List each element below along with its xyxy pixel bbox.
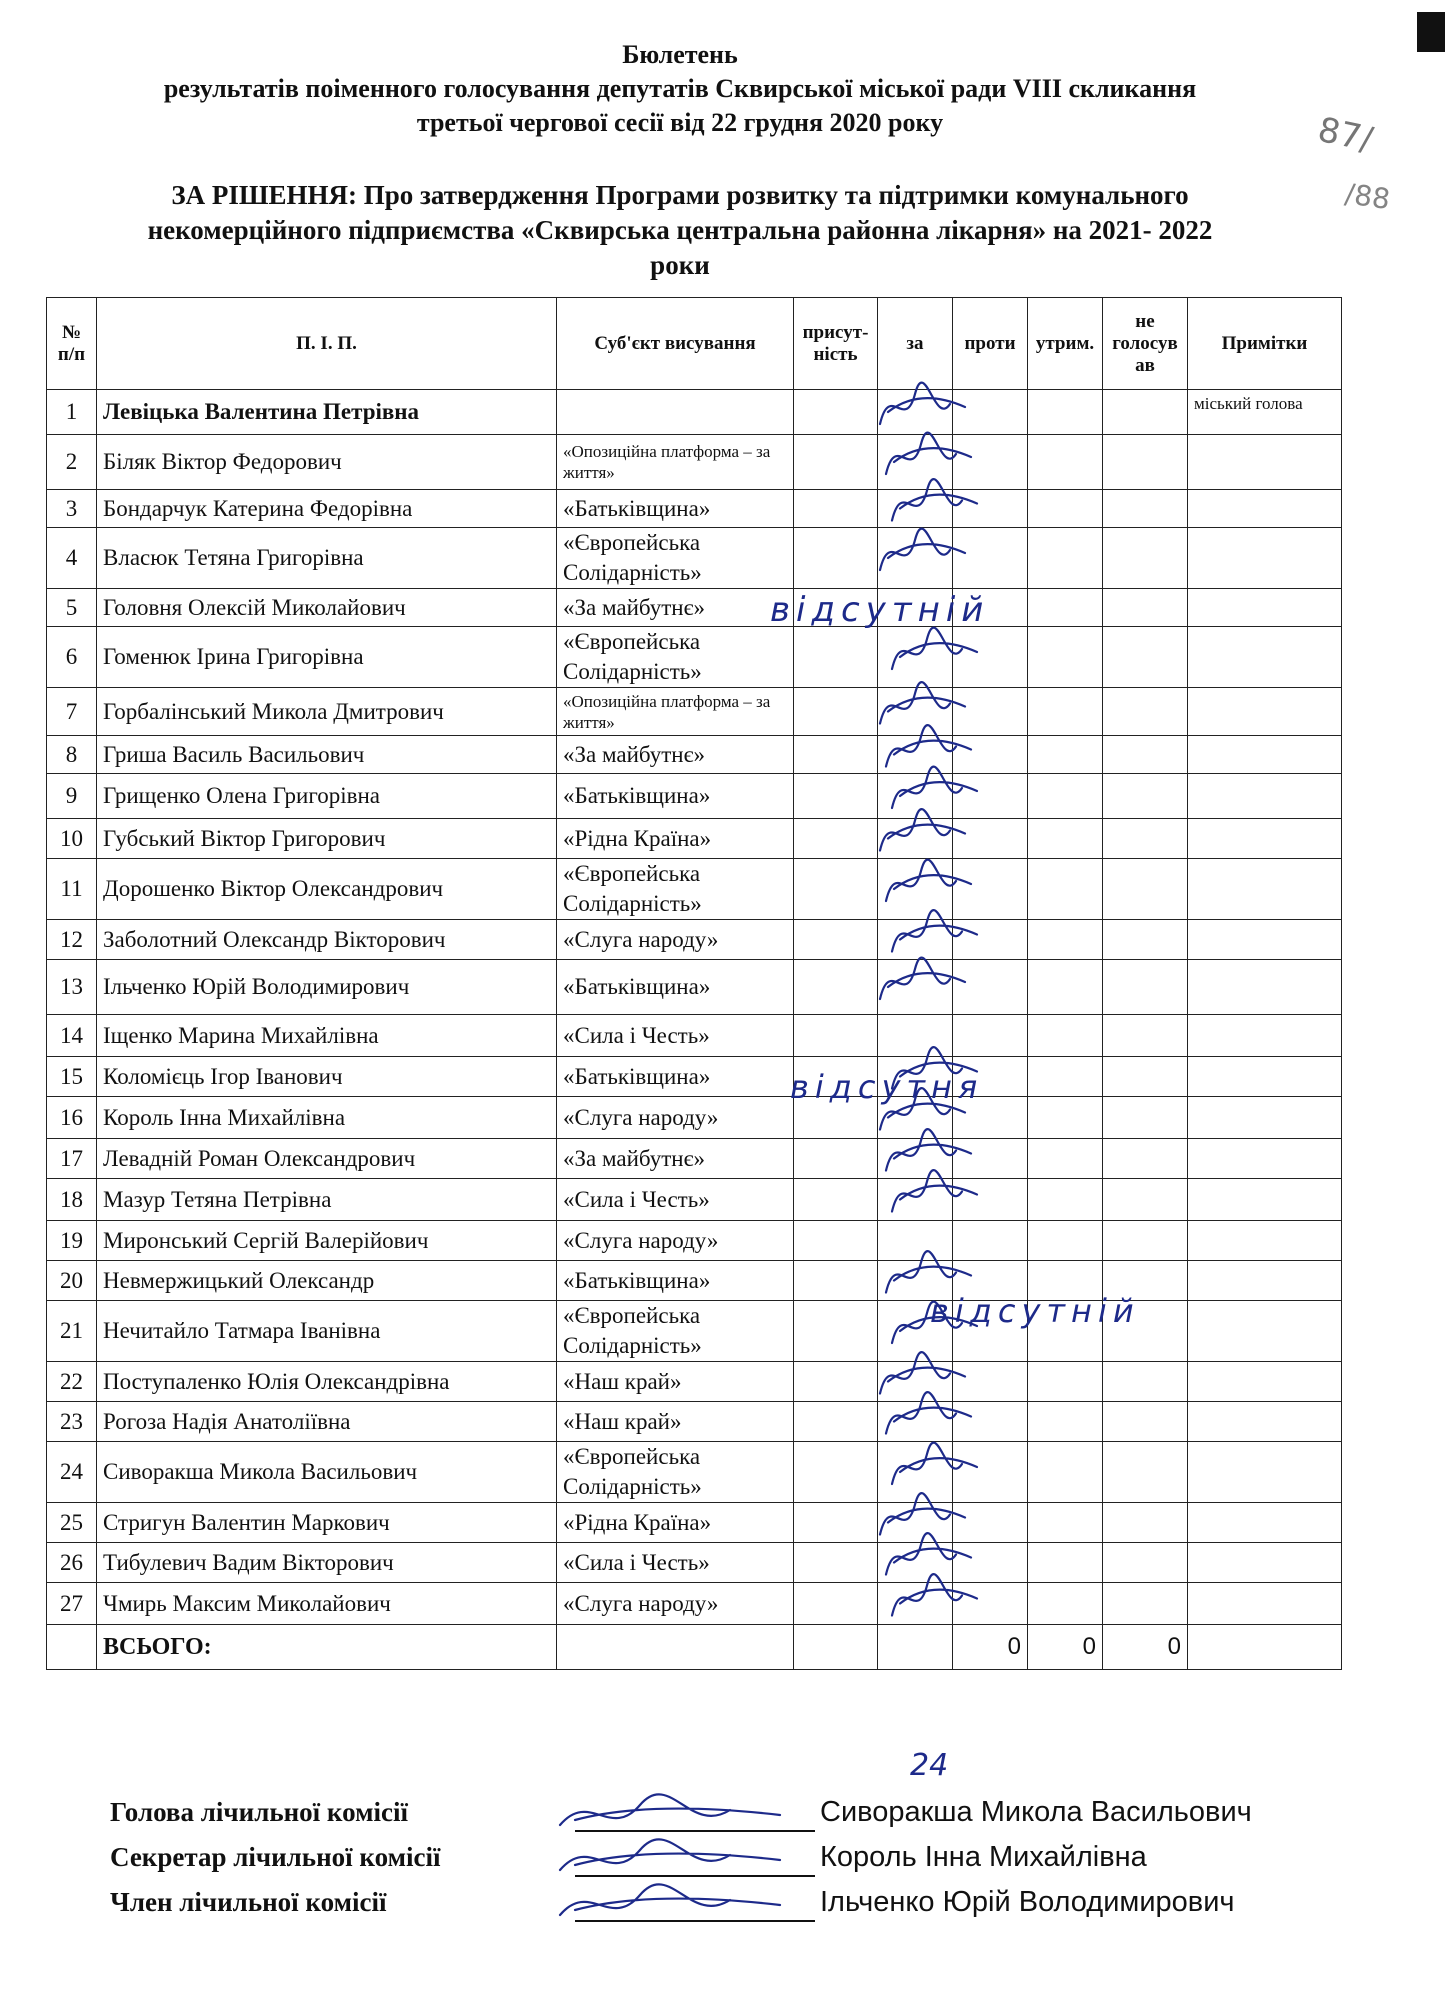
row-for (878, 1583, 953, 1625)
row-against (953, 1402, 1028, 1442)
row-note (1188, 589, 1342, 627)
row-name: Стригун Валентин Маркович (97, 1503, 557, 1543)
row-present (794, 1301, 878, 1362)
row-abstain (1028, 1057, 1103, 1097)
table-row (47, 435, 1342, 490)
row-name: Миронський Сергій Валерійович (97, 1221, 557, 1261)
row-not-voted (1103, 1057, 1188, 1097)
row-number: 22 (47, 1362, 97, 1402)
row-not-voted (1103, 1543, 1188, 1583)
commission-signature-secretary (560, 1839, 780, 1870)
row-name: Левадній Роман Олександрович (97, 1139, 557, 1179)
header-name: П. І. П. (97, 298, 557, 390)
table-row (47, 1179, 1342, 1221)
row-for (878, 1179, 953, 1221)
row-not-voted (1103, 960, 1188, 1015)
row-name: Нечитайло Татмара Іванівна (97, 1301, 557, 1362)
header-for: за (878, 298, 953, 390)
row-party: «Сила і Честь» (557, 1179, 794, 1221)
totals-label: ВСЬОГО: (97, 1625, 557, 1670)
row-against (953, 490, 1028, 528)
row-abstain (1028, 1179, 1103, 1221)
row-not-voted (1103, 1139, 1188, 1179)
row-name: Гриша Василь Васильович (97, 736, 557, 774)
row-abstain (1028, 688, 1103, 736)
row-name: Поступаленко Юлія Олександрівна (97, 1362, 557, 1402)
header-no: № п/п (47, 298, 97, 390)
signature-line-secretary (575, 1875, 815, 1877)
row-not-voted (1103, 627, 1188, 688)
row-present (794, 1503, 878, 1543)
row-for (878, 435, 953, 490)
row-party: «Сила і Честь» (557, 1543, 794, 1583)
header-against: проти (953, 298, 1028, 390)
row-for (878, 528, 953, 589)
row-name: Губський Віктор Григорович (97, 819, 557, 859)
row-present (794, 1261, 878, 1301)
row-party: «Європейська Солідарність» (557, 528, 794, 589)
table-row (47, 1139, 1342, 1179)
row-for (878, 490, 953, 528)
row-name: Дорошенко Віктор Олександрович (97, 859, 557, 920)
row-name: Біляк Віктор Федорович (97, 435, 557, 490)
commission-signature-member (560, 1884, 780, 1915)
row-present (794, 774, 878, 819)
row-present (794, 819, 878, 859)
row-present (794, 1362, 878, 1402)
row-name: Король Інна Михайлівна (97, 1097, 557, 1139)
row-name: Головня Олексій Миколайович (97, 589, 557, 627)
row-against (953, 819, 1028, 859)
row-note (1188, 1583, 1342, 1625)
total-not-voted: 0 (1103, 1625, 1188, 1670)
row-not-voted (1103, 920, 1188, 960)
row-number: 26 (47, 1543, 97, 1583)
row-number: 11 (47, 859, 97, 920)
row-name: Тибулевич Вадим Вікторович (97, 1543, 557, 1583)
row-number: 7 (47, 688, 97, 736)
row-abstain (1028, 774, 1103, 819)
row-present (794, 859, 878, 920)
row-name: Сиворакша Микола Васильович (97, 1442, 557, 1503)
row-present (794, 1139, 878, 1179)
row-number: 15 (47, 1057, 97, 1097)
row-note (1188, 859, 1342, 920)
row-note (1188, 1301, 1342, 1362)
table-row (47, 1057, 1342, 1097)
row-note (1188, 774, 1342, 819)
row-present (794, 1221, 878, 1261)
row-number: 21 (47, 1301, 97, 1362)
row-party: «Батьківщина» (557, 960, 794, 1015)
row-against (953, 774, 1028, 819)
row-abstain (1028, 1362, 1103, 1402)
row-number: 20 (47, 1261, 97, 1301)
table-row (47, 1503, 1342, 1543)
header-present: присут-ність (794, 298, 878, 390)
row-name: Заболотний Олександр Вікторович (97, 920, 557, 960)
row-number: 5 (47, 589, 97, 627)
table-row (47, 1097, 1342, 1139)
row-note (1188, 1221, 1342, 1261)
total-abstain: 0 (1028, 1625, 1103, 1670)
row-not-voted (1103, 774, 1188, 819)
row-abstain (1028, 736, 1103, 774)
row-party: «Батьківщина» (557, 490, 794, 528)
table-row (47, 1442, 1342, 1503)
header-title: Бюлетень (622, 40, 738, 69)
row-abstain (1028, 390, 1103, 435)
row-abstain (1028, 859, 1103, 920)
total-for (878, 1625, 953, 1670)
row-party: «Наш край» (557, 1362, 794, 1402)
row-number: 16 (47, 1097, 97, 1139)
row-name: Грищенко Олена Григорівна (97, 774, 557, 819)
commission-roles (110, 1790, 440, 1925)
row-present (794, 1015, 878, 1057)
row-party: «Європейська Солідарність» (557, 859, 794, 920)
row-for (878, 1139, 953, 1179)
row-abstain (1028, 1015, 1103, 1057)
row-not-voted (1103, 819, 1188, 859)
row-for (878, 390, 953, 435)
corner-mark (1417, 12, 1445, 52)
table-row (47, 1543, 1342, 1583)
row-abstain (1028, 627, 1103, 688)
ballot-header (30, 38, 1330, 140)
row-for (878, 859, 953, 920)
table-row (47, 1261, 1342, 1301)
row-present (794, 390, 878, 435)
row-present (794, 1442, 878, 1503)
row-note (1188, 1261, 1342, 1301)
row-party: «За майбутнє» (557, 1139, 794, 1179)
row-number: 10 (47, 819, 97, 859)
row-against (953, 1221, 1028, 1261)
row-note (1188, 736, 1342, 774)
signature-line-member (575, 1920, 815, 1922)
row-not-voted (1103, 1097, 1188, 1139)
row-note (1188, 1442, 1342, 1503)
decision-line-1: ЗА РІШЕННЯ: Про затвердження Програми розвитку та підтримки комунального (171, 180, 1189, 210)
row-against (953, 528, 1028, 589)
row-against (953, 688, 1028, 736)
row-note (1188, 490, 1342, 528)
row-party: «Слуга народу» (557, 1097, 794, 1139)
row-number: 14 (47, 1015, 97, 1057)
row-abstain (1028, 435, 1103, 490)
decision-title (30, 178, 1330, 283)
row-name: Мазур Тетяна Петрівна (97, 1179, 557, 1221)
row-against (953, 960, 1028, 1015)
row-not-voted (1103, 1179, 1188, 1221)
row-party: «Рідна Країна» (557, 1503, 794, 1543)
totals-row (47, 1625, 1342, 1670)
vote-table (46, 297, 1342, 1670)
row-number: 8 (47, 736, 97, 774)
row-note (1188, 1402, 1342, 1442)
member-member: Ільченко Юрій Володимирович (820, 1886, 1235, 1918)
row-not-voted (1103, 390, 1188, 435)
table-row (47, 490, 1342, 528)
row-present (794, 1583, 878, 1625)
row-party: «Слуга народу» (557, 1221, 794, 1261)
row-present (794, 736, 878, 774)
row-not-voted (1103, 1362, 1188, 1402)
row-abstain (1028, 1402, 1103, 1442)
header-party: Суб'єкт висування (557, 298, 794, 390)
row-present (794, 1179, 878, 1221)
table-row (47, 736, 1342, 774)
member-chair: Сиворакша Микола Васильович (820, 1796, 1252, 1828)
header-subtitle: результатів поіменного голосування депутатів Сквирської міської ради VIII скликання (163, 74, 1197, 103)
table-row (47, 390, 1342, 435)
row-number: 13 (47, 960, 97, 1015)
absent-mark-row-14: відсутня (790, 1068, 984, 1106)
row-for (878, 1221, 953, 1261)
row-note (1188, 528, 1342, 589)
row-against (953, 1015, 1028, 1057)
table-row (47, 1301, 1342, 1362)
row-for (878, 736, 953, 774)
row-number: 19 (47, 1221, 97, 1261)
row-against (953, 1442, 1028, 1503)
row-against (953, 1583, 1028, 1625)
row-against (953, 435, 1028, 490)
row-abstain (1028, 1139, 1103, 1179)
row-not-voted (1103, 736, 1188, 774)
row-for (878, 920, 953, 960)
row-party: «За майбутнє» (557, 736, 794, 774)
header-notes: Примітки (1188, 298, 1342, 390)
row-for (878, 1442, 953, 1503)
row-not-voted (1103, 1583, 1188, 1625)
row-note (1188, 688, 1342, 736)
row-abstain (1028, 819, 1103, 859)
row-note (1188, 1362, 1342, 1402)
row-abstain (1028, 1503, 1103, 1543)
table-row (47, 688, 1342, 736)
row-note (1188, 627, 1342, 688)
row-name: Рогоза Надія Анатоліївна (97, 1402, 557, 1442)
row-party: «Батьківщина» (557, 774, 794, 819)
table-row (47, 1221, 1342, 1261)
header-not-voted: не голосув ав (1103, 298, 1188, 390)
decision-line-3: роки (650, 250, 710, 280)
row-for (878, 1543, 953, 1583)
row-party: «Батьківщина» (557, 1261, 794, 1301)
row-name: Горбалінський Микола Дмитрович (97, 688, 557, 736)
table-row (47, 960, 1342, 1015)
row-party (557, 390, 794, 435)
row-not-voted (1103, 589, 1188, 627)
row-party: «Європейська Солідарність» (557, 1301, 794, 1362)
row-note (1188, 960, 1342, 1015)
row-number: 6 (47, 627, 97, 688)
header-session: третьої чергової сесії від 22 грудня 2020 року (416, 108, 944, 137)
row-number: 4 (47, 528, 97, 589)
row-party: «Слуга народу» (557, 1583, 794, 1625)
row-number: 12 (47, 920, 97, 960)
role-member: Член лічильної комісії (110, 1887, 387, 1917)
row-number: 17 (47, 1139, 97, 1179)
absent-mark-row-5: відсутній (770, 590, 990, 630)
member-secretary: Король Інна Михайлівна (820, 1841, 1147, 1873)
row-party: «Наш край» (557, 1402, 794, 1442)
row-note (1188, 1179, 1342, 1221)
row-for (878, 627, 953, 688)
table-row (47, 819, 1342, 859)
row-present (794, 627, 878, 688)
row-number: 1 (47, 390, 97, 435)
row-note (1188, 1139, 1342, 1179)
row-present (794, 490, 878, 528)
row-for (878, 688, 953, 736)
row-present (794, 920, 878, 960)
row-against (953, 920, 1028, 960)
total-for-handwritten: 24 (910, 1748, 949, 1783)
row-note: міський голова (1188, 390, 1342, 435)
row-against (953, 627, 1028, 688)
row-present (794, 528, 878, 589)
row-for (878, 819, 953, 859)
row-name: Коломієць Ігор Іванович (97, 1057, 557, 1097)
row-party: «Батьківщина» (557, 1057, 794, 1097)
row-not-voted (1103, 435, 1188, 490)
row-present (794, 688, 878, 736)
row-note (1188, 435, 1342, 490)
row-name: Іщенко Марина Михайлівна (97, 1015, 557, 1057)
row-against (953, 1543, 1028, 1583)
row-abstain (1028, 589, 1103, 627)
row-number: 24 (47, 1442, 97, 1503)
row-abstain (1028, 1583, 1103, 1625)
table-row (47, 920, 1342, 960)
row-for (878, 1362, 953, 1402)
row-name: Власюк Тетяна Григорівна (97, 528, 557, 589)
row-not-voted (1103, 1015, 1188, 1057)
role-secretary: Секретар лічильної комісії (110, 1842, 441, 1872)
row-against (953, 1362, 1028, 1402)
margin-note-top: 87/ (1314, 109, 1377, 161)
row-number: 3 (47, 490, 97, 528)
row-abstain (1028, 1442, 1103, 1503)
row-note (1188, 920, 1342, 960)
row-against (953, 859, 1028, 920)
table-row (47, 589, 1342, 627)
row-not-voted (1103, 490, 1188, 528)
table-row (47, 627, 1342, 688)
row-not-voted (1103, 1503, 1188, 1543)
row-not-voted (1103, 1402, 1188, 1442)
row-name: Чмирь Максим Миколайович (97, 1583, 557, 1625)
role-chair: Голова лічильної комісії (110, 1797, 408, 1827)
row-against (953, 736, 1028, 774)
row-number: 2 (47, 435, 97, 490)
row-for (878, 1015, 953, 1057)
commission-signature-chair (560, 1794, 780, 1825)
table-row (47, 859, 1342, 920)
row-abstain (1028, 1221, 1103, 1261)
row-abstain (1028, 1097, 1103, 1139)
row-for (878, 960, 953, 1015)
row-for (878, 774, 953, 819)
row-not-voted (1103, 688, 1188, 736)
row-note (1188, 1097, 1342, 1139)
row-name: Ільченко Юрій Володимирович (97, 960, 557, 1015)
table-header-row (47, 298, 1342, 390)
row-abstain (1028, 490, 1103, 528)
signature-line-chair (575, 1830, 815, 1832)
row-number: 23 (47, 1402, 97, 1442)
row-present (794, 960, 878, 1015)
decision-line-2: некомерційного підприємства «Сквирська центральна районна лікарня» на 2021- 2022 (147, 215, 1213, 245)
row-note (1188, 1503, 1342, 1543)
row-name: Бондарчук Катерина Федорівна (97, 490, 557, 528)
header-abstain: утрим. (1028, 298, 1103, 390)
row-abstain (1028, 528, 1103, 589)
row-party: «Європейська Солідарність» (557, 1442, 794, 1503)
row-present (794, 435, 878, 490)
row-number: 9 (47, 774, 97, 819)
row-name: Невмержицький Олександр (97, 1261, 557, 1301)
row-against (953, 1139, 1028, 1179)
table-row (47, 528, 1342, 589)
row-name: Левіцька Валентина Петрівна (97, 390, 557, 435)
row-not-voted (1103, 859, 1188, 920)
row-present (794, 1402, 878, 1442)
row-present (794, 1543, 878, 1583)
row-party: «Слуга народу» (557, 920, 794, 960)
row-note (1188, 1015, 1342, 1057)
row-for (878, 1402, 953, 1442)
table-row (47, 1362, 1342, 1402)
row-against (953, 1503, 1028, 1543)
row-number: 27 (47, 1583, 97, 1625)
row-number: 18 (47, 1179, 97, 1221)
row-for (878, 1503, 953, 1543)
table-row (47, 1402, 1342, 1442)
row-name: Гоменюк Ірина Григорівна (97, 627, 557, 688)
row-party: «Сила і Честь» (557, 1015, 794, 1057)
row-number: 25 (47, 1503, 97, 1543)
row-party: «За майбутнє» (557, 589, 794, 627)
row-not-voted (1103, 1221, 1188, 1261)
row-against (953, 1179, 1028, 1221)
margin-note-bottom: /88 (1342, 177, 1393, 216)
row-note (1188, 1543, 1342, 1583)
row-party: «Європейська Солідарність» (557, 627, 794, 688)
row-party: «Опозиційна платформа – за життя» (557, 435, 794, 490)
absent-mark-row-19: відсутній (930, 1292, 1140, 1330)
table-row (47, 1583, 1342, 1625)
row-note (1188, 819, 1342, 859)
commission-members (820, 1790, 1252, 1925)
table-row (47, 774, 1342, 819)
row-against (953, 390, 1028, 435)
row-party: «Рідна Країна» (557, 819, 794, 859)
row-party: «Опозиційна платформа – за життя» (557, 688, 794, 736)
row-abstain (1028, 920, 1103, 960)
table-row (47, 1015, 1342, 1057)
row-not-voted (1103, 528, 1188, 589)
row-abstain (1028, 1543, 1103, 1583)
row-abstain (1028, 960, 1103, 1015)
total-against: 0 (953, 1625, 1028, 1670)
row-not-voted (1103, 1442, 1188, 1503)
row-note (1188, 1057, 1342, 1097)
